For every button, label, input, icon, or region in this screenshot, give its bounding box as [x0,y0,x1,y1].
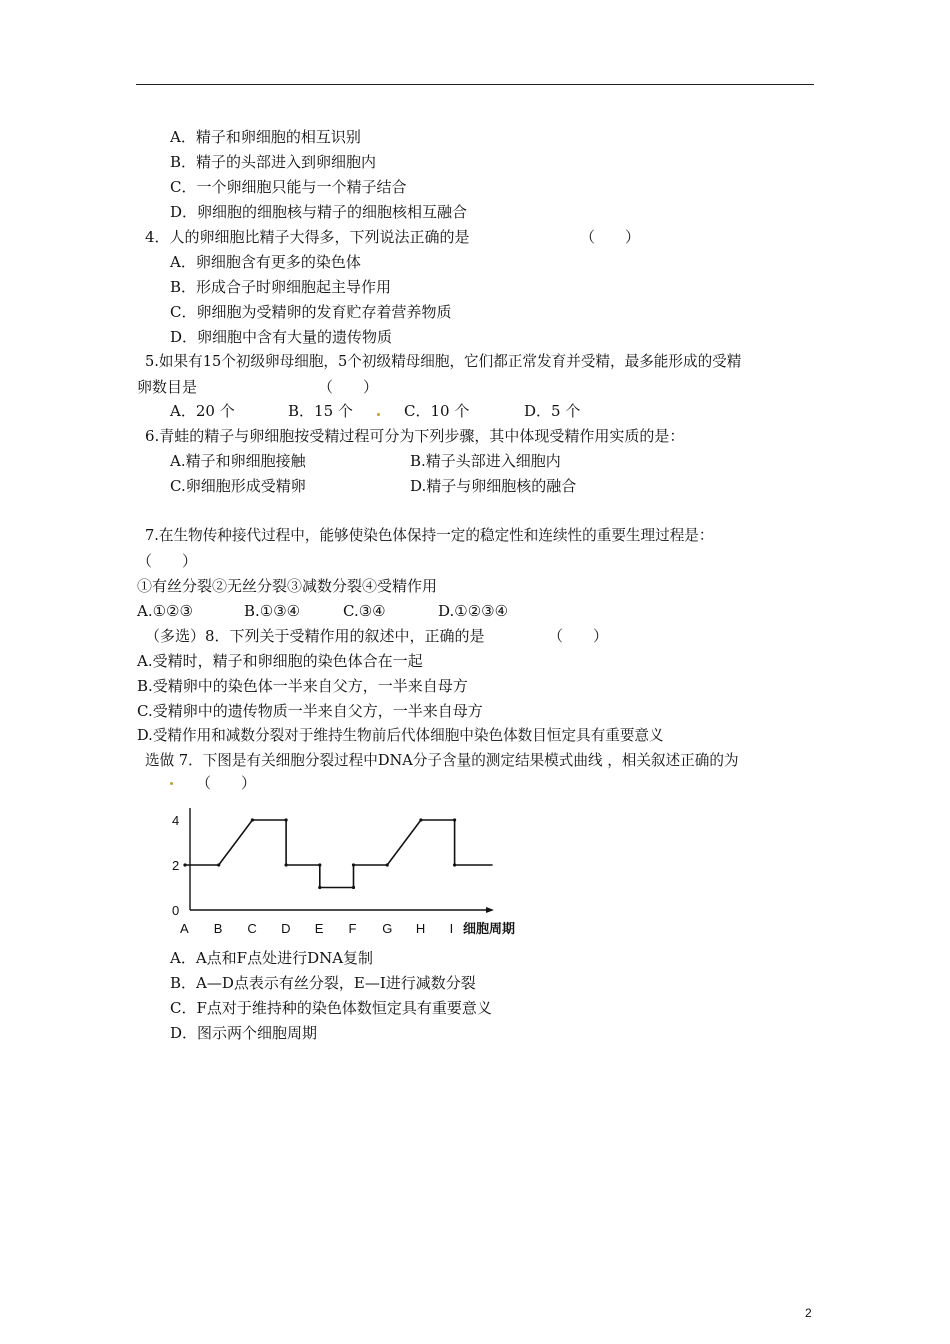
y-tick-label: 4 [172,813,180,828]
q4-option-d: D．卵细胞中含有大量的遗传物质 [170,328,393,346]
q5-option-a: A．20 个 [170,402,235,420]
x-axis-label: 细胞周期 [463,921,516,936]
q3-option-d: D．卵细胞的细胞核与精子的细胞核相互融合 [170,203,468,221]
q4-option-b: B．形成合子时卵细胞起主导作用 [170,278,392,296]
q5-option-c: C．10 个 [404,402,470,420]
opt7-stem: 选做 7．下图是有关细胞分裂过程中DNA分子含量的测定结果模式曲线 ，相关叙述正确的为 [145,752,739,769]
y-tick-label: 2 [172,858,180,873]
x-tick-label: G [382,921,393,936]
q8-paren: （ ） [548,627,609,645]
data-point [285,818,288,821]
dna-content-chart [160,800,550,945]
opt7-option-b: B．A—D点表示有丝分裂，E—I进行减数分裂 [170,974,476,992]
chart-series [183,818,492,889]
q8-option-c: C.受精卵中的遗传物质一半来自父方，一半来自母方 [137,702,483,720]
q6-option-c: C.卵细胞形成受精卵 [170,477,306,495]
data-point [352,886,355,889]
q7-option-b: B.①③④ [244,602,301,620]
q5-stem-line2: 卵数目是 [137,378,198,396]
q5-paren: （ ） [318,378,379,396]
x-tick-label: C [247,921,257,936]
opt7-option-a: A．A点和F点处进行DNA复制 [170,949,374,967]
x-tick-label: I [449,921,454,936]
data-point [183,863,186,866]
data-point [453,863,456,866]
data-point [453,818,456,821]
data-point [251,818,254,821]
opt7-option-d: D．图示两个细胞周期 [170,1024,318,1042]
x-tick-label: A [180,921,189,936]
q6-option-d: D.精子与卵细胞核的融合 [410,477,577,495]
q7-stem: 7.在生物传种接代过程中，能够使染色体保持一定的稳定性和连续性的重要生理过程是： [145,527,714,544]
header-rule [136,84,814,85]
dna-series-line [185,820,493,888]
chart-axes [190,808,494,913]
speck-mark [170,782,173,785]
q7-items: ①有丝分裂②无丝分裂③减数分裂④受精作用 [137,577,438,595]
q3-option-a: A．精子和卵细胞的相互识别 [170,128,361,146]
chart-ticks [172,813,515,936]
x-tick-label: H [415,921,426,936]
x-tick-label: B [213,921,223,936]
q7-option-a: A.①②③ [137,602,193,620]
q4-option-a: A．卵细胞含有更多的染色体 [170,253,361,271]
q7-option-d: D.①②③④ [438,602,509,620]
x-tick-label: D [281,921,291,936]
q7-option-c: C.③④ [343,602,386,620]
opt7-option-c: C．F点对于维持种的染色体数恒定具有重要意义 [170,999,492,1017]
page-number: 2 [805,1306,812,1320]
q3-option-c: C．一个卵细胞只能与一个精子结合 [170,178,407,196]
q4-paren: （ ） [580,228,641,246]
q6-stem: 6.青蛙的精子与卵细胞按受精过程可分为下列步骤，其中体现受精作用实质的是： [145,427,685,445]
q6-option-b: B.精子头部进入细胞内 [410,452,561,470]
q4-option-c: C．卵细胞为受精卵的发育贮存着营养物质 [170,303,452,321]
q5-option-d: D．5 个 [524,402,581,420]
x-axis-arrow [486,907,494,913]
q8-option-d: D.受精作用和减数分裂对于维持生物前后代体细胞中染色体数目恒定具有重要意义 [137,727,664,744]
data-point [318,863,321,866]
data-point [386,863,389,866]
q3-option-b: B．精子的头部进入到卵细胞内 [170,153,377,171]
x-tick-label: F [348,921,357,936]
data-point [318,886,321,889]
data-point [419,818,422,821]
opt7-paren: （ ） [196,774,257,792]
data-point [285,863,288,866]
q5-stem-line1: 5.如果有15个初级卵母细胞，5个初级精母细胞，它们都正常发育并受精，最多能形成的受精 [145,353,742,370]
q6-option-a: A.精子和卵细胞接触 [170,452,306,470]
q5-option-b: B．15 个 [288,402,353,420]
q8-option-b: B.受精卵中的染色体一半来自父方，一半来自母方 [137,677,468,695]
x-tick-label: E [314,921,324,936]
data-point [352,863,355,866]
y-tick-label: 0 [172,903,180,918]
q4-stem: 4．人的卵细胞比精子大得多，下列说法正确的是 [145,228,470,246]
q8-option-a: A.受精时，精子和卵细胞的染色体合在一起 [137,652,423,670]
speck-mark [377,413,380,416]
q8-stem: （多选）8．下列关于受精作用的叙述中，正确的是 [145,627,485,645]
q7-paren: （ ） [137,552,198,570]
data-point [217,863,220,866]
